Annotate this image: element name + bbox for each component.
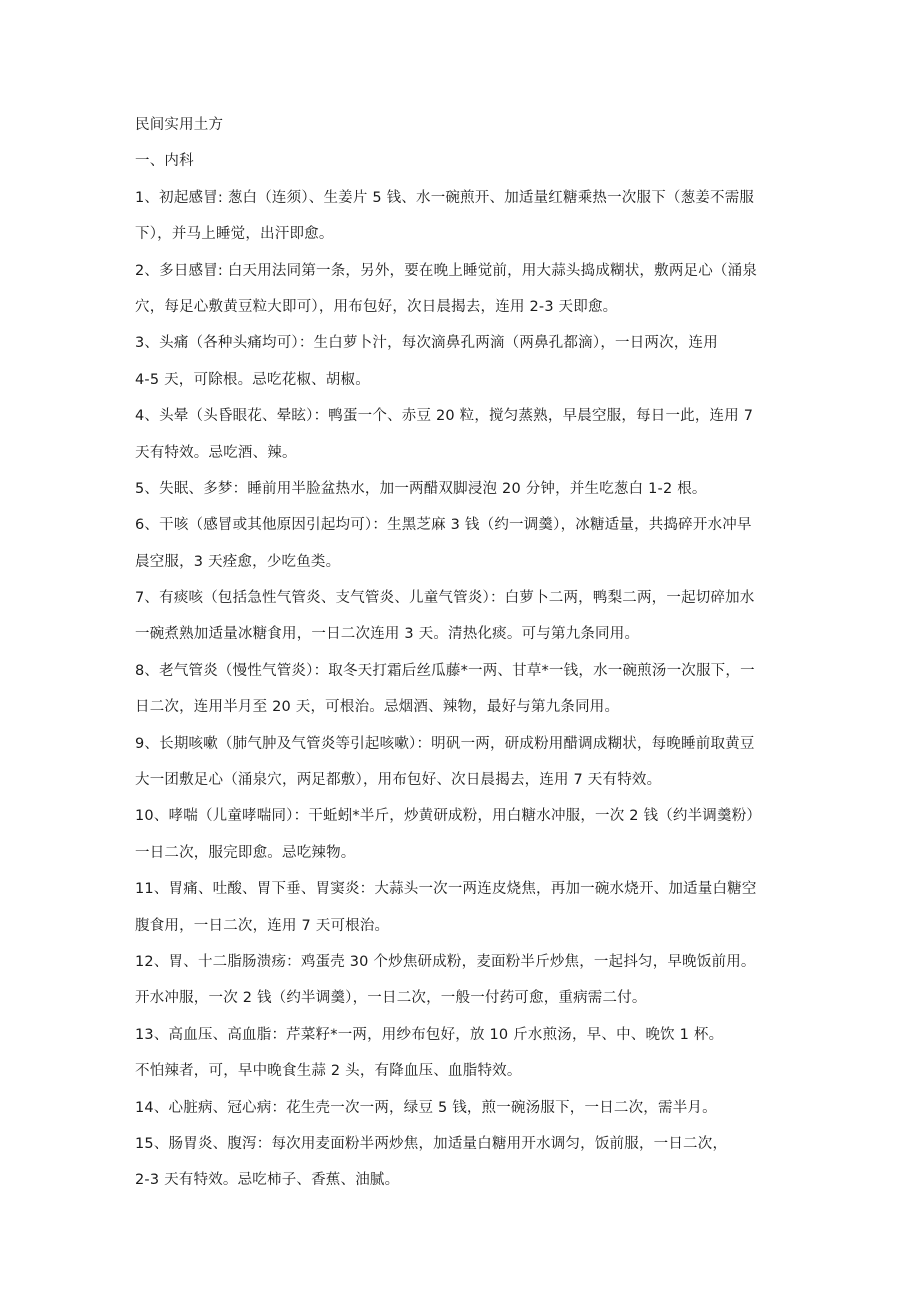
text-line: 一碗煮熟加适量冰糖食用，一日二次连用 3 天。清热化痰。可与第九条同用。 — [135, 626, 640, 643]
text-line: 2-3 天有特效。忌吃柿子、香蕉、油腻。 — [135, 1172, 400, 1189]
text-line: 15、肠胃炎、腹泻：每次用麦面粉半两炒焦，加适量白糖用开水调匀，饭前服，一日二次， — [135, 1135, 728, 1152]
text-line: 5、失眠、多梦：睡前用半脸盆热水，加一两醋双脚浸泡 20 分钟，并生吃葱白 1-2 根。 — [135, 480, 707, 497]
text-line: 9、长期咳嗽（肺气肿及气管炎等引起咳嗽）：明矾一两，研成粉用醋调成糊状，每晚睡前取黄豆 — [135, 735, 755, 752]
text-line: 大一团敷足心（涌泉穴，两足都敷），用布包好、次日晨揭去，连用 7 天有特效。 — [135, 772, 662, 789]
text-line: 下），并马上睡觉，出汗即愈。 — [135, 226, 334, 243]
text-line: 7、有痰咳（包括急性气管炎、支气管炎、儿童气管炎）：白萝卜二两，鸭梨二两，一起切碎加水 — [135, 590, 755, 607]
text-line: 1、初起感冒: 葱白（连须）、生姜片 5 钱、水一碗煎开、加适量红糖乘热一次服下（葱姜不需服 — [135, 189, 755, 206]
text-line: 天有特效。忌吃酒、辣。 — [135, 444, 297, 461]
text-line: 穴，每足心敷黄豆粒大即可），用布包好，次日晨揭去，连用 2-3 天即愈。 — [135, 298, 618, 315]
text-line: 2、多日感冒: 白天用法同第一条，另外，要在晚上睡觉前，用大蒜头捣成糊状，敷两足心（涌泉 — [135, 262, 758, 279]
text-line: 4-5 天，可除根。忌吃花椒、胡椒。 — [135, 371, 370, 388]
text-line: 不怕辣者，可，早中晚食生蒜 2 头，有降血压、血脂特效。 — [135, 1063, 522, 1080]
text-line: 一日二次，服完即愈。忌吃辣物。 — [135, 844, 356, 861]
text-line: 11、胃痛、吐酸、胃下垂、胃窦炎：大蒜头一次一两连皮烧焦，再加一碗水烧开、加适量白糖空 — [135, 881, 757, 898]
text-line: 日二次，连用半月至 20 天，可根治。忌烟酒、辣物，最好与第九条同用。 — [135, 699, 620, 716]
text-line: 6、干咳（感冒或其他原因引起均可）：生黑芝麻 3 钱（约一调羹），冰糖适量，共捣碎开水冲早 — [135, 517, 752, 534]
text-line: 4、头晕（头昏眼花、晕眩）：鸭蛋一个、赤豆 20 粒，搅匀蒸熟，早晨空服，每日一此，连用 7 — [135, 408, 754, 425]
text-line: 10、哮喘（儿童哮喘同）：干蚯蚓*半斤，炒黄研成粉，用白糖水冲服，一次 2 钱（约半调羹粉） — [135, 808, 762, 825]
text-line: 晨空服，3 天痊愈，少吃鱼类。 — [135, 553, 341, 570]
text-line: 腹食用，一日二次，连用 7 天可根治。 — [135, 917, 390, 934]
text-line: 开水冲服，一次 2 钱（约半调羹），一日二次，一般一付药可愈，重病需二付。 — [135, 990, 647, 1007]
document-body — [135, 107, 795, 1199]
section-heading: 一、内科 — [135, 153, 194, 170]
text-line: 8、老气管炎（慢性气管炎）：取冬天打霜后丝瓜藤*一两、甘草*一钱，水一碗煎汤一次服下，一 — [135, 662, 755, 679]
text-line: 3、头痛（各种头痛均可）：生白萝卜汁，每次滴鼻孔两滴（两鼻孔都滴），一日两次，连用 — [135, 335, 718, 352]
text-line: 12、胃、十二脂肠溃疡：鸡蛋壳 30 个炒焦研成粉，麦面粉半斤炒焦，一起抖匀，早晚饭前用。 — [135, 953, 756, 970]
text-line: 14、心脏病、冠心病：花生壳一次一两，绿豆 5 钱，煎一碗汤服下，一日二次，需半月。 — [135, 1099, 717, 1116]
text-line: 13、高血压、高血脂：芹菜籽*一两，用纱布包好，放 10 斤水煎汤，早、中、晚饮 1 杯。 — [135, 1026, 724, 1043]
document-title: 民间实用土方 — [135, 117, 224, 133]
